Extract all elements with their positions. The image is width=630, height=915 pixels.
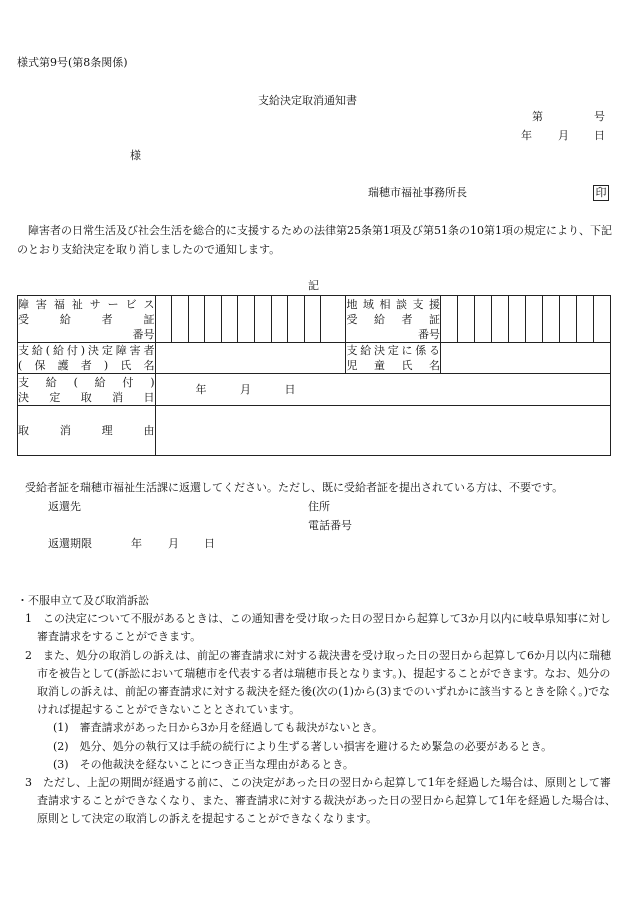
cancel-date-row bbox=[18, 374, 611, 406]
recipient-name-label: 支給(給付)決定障害者 (保護者)氏名 bbox=[18, 344, 155, 372]
consult-digit-box bbox=[491, 296, 508, 343]
certificate-digit-box bbox=[172, 296, 189, 343]
consult-digit-box bbox=[508, 296, 525, 343]
note-item-1: 1 この決定について不服があるときは、この通知書を受け取った日の翌日から起算して3か月以内に岐阜県知事に対し審査請求をすることができます。 bbox=[25, 612, 611, 644]
appeal-notes bbox=[17, 592, 617, 829]
issuer-name: 瑞穂市福祉事務所長 bbox=[368, 186, 467, 199]
consult-certificate-label: 地域相談支援 受給者証 番号 bbox=[346, 297, 440, 341]
deadline-month: 月 bbox=[168, 537, 179, 550]
reason-row bbox=[18, 406, 611, 456]
consult-digit-box bbox=[559, 296, 576, 343]
number-prefix: 第 bbox=[532, 110, 543, 123]
certificate-digit-box bbox=[288, 296, 305, 343]
return-instruction: 受給者証を瑞穂市福祉生活課に返還してください。ただし、既に受給者証を提出されている方は、不要です。 bbox=[25, 481, 564, 494]
certificate-digit-box bbox=[304, 296, 321, 343]
form-number: 様式第9号(第8条関係) bbox=[17, 56, 128, 69]
certificate-digit-box bbox=[205, 296, 222, 343]
number-suffix: 号 bbox=[594, 110, 605, 123]
name-row bbox=[18, 343, 611, 374]
gap-cell bbox=[321, 296, 346, 343]
addressee-suffix: 様 bbox=[130, 149, 141, 162]
date-day: 日 bbox=[594, 129, 605, 142]
note-subitem-2: (2) 処分、処分の執行又は手続の続行により生ずる著しい損害を避けるため緊急の必要があるとき。 bbox=[53, 739, 553, 753]
certificate-digit-box bbox=[254, 296, 271, 343]
cancel-reason-field bbox=[155, 406, 610, 456]
certificate-digit-box bbox=[271, 296, 288, 343]
return-destination-label: 返還先 bbox=[48, 500, 81, 513]
cancel-date-field: 年 月 日 bbox=[155, 374, 610, 406]
note-subitem-1: (1) 審査請求があった日から3か月を経過しても裁決がないとき。 bbox=[53, 721, 384, 735]
certificate-digit-box bbox=[238, 296, 255, 343]
child-name-field bbox=[440, 343, 610, 374]
return-deadline-label: 返還期限 bbox=[48, 537, 92, 550]
certificate-number-row bbox=[18, 296, 611, 343]
consult-digit-box bbox=[474, 296, 491, 343]
address-label: 住所 bbox=[308, 500, 330, 513]
ki-heading: 記 bbox=[308, 279, 319, 292]
child-name-label: 支給決定に係る 児童氏名 bbox=[346, 344, 440, 372]
note-item-3: 3 ただし、上記の期間が経過する前に、この決定があった日の翌日から起算して1年を経過した場合は、原則として審査請求することができなくなり、また、審査請求に対する裁決があった日の翌日から起算して1年を経過した場合は、原則として決定の取消しの訴えを提起することができなくなります。 bbox=[25, 776, 616, 826]
cancel-reason-label: 取消理由 bbox=[18, 406, 156, 456]
phone-label: 電話番号 bbox=[308, 519, 352, 532]
consult-digit-box bbox=[542, 296, 559, 343]
recipient-name-field bbox=[155, 343, 346, 374]
certificate-digit-box bbox=[188, 296, 205, 343]
deadline-year: 年 bbox=[131, 537, 142, 550]
intro-paragraph: 障害者の日常生活及び社会生活を総合的に支援するための法律第25条第1項及び第51条の10第1項の規定により、下記のとおり支給決定を取り消しましたので通知します。 bbox=[17, 224, 612, 256]
document-title: 支給決定取消通知書 bbox=[258, 94, 357, 107]
notes-heading: ・不服申立て及び取消訴訟 bbox=[17, 594, 149, 607]
certificate-digit-box bbox=[221, 296, 238, 343]
consult-digit-box bbox=[440, 296, 457, 343]
consult-digit-box bbox=[525, 296, 542, 343]
certificate-table bbox=[17, 295, 611, 456]
certificate-digit-box bbox=[155, 296, 172, 343]
seal-mark: 印 bbox=[593, 185, 609, 201]
note-item-2: 2 また、処分の取消しの訴えは、前記の審査請求に対する裁決書を受け取った日の翌日から起算して6か月以内に瑞穂市を被告として(訴訟において瑞穂市を代表する者は瑞穂市長となります。)、提起することができます。なお、処分の取消しの訴えは、前記の審査請求に対する裁決を経た後(次の(1)から(3)までのいずれかに該当するときを除く。)でなければ提起することができないこととされています。 bbox=[25, 648, 611, 717]
deadline-day: 日 bbox=[204, 537, 215, 550]
consult-digit-box bbox=[593, 296, 610, 343]
date-month: 月 bbox=[558, 129, 569, 142]
consult-digit-box bbox=[576, 296, 593, 343]
date-year: 年 bbox=[521, 129, 532, 142]
certificate-number-label: 障害福祉サービス 受給者証 番号 bbox=[18, 297, 155, 341]
cancel-date-label: 支給(給付) 決定取消日 bbox=[18, 375, 155, 404]
note-subitem-3: (3) その他裁決を経ないことにつき正当な理由があるとき。 bbox=[53, 757, 354, 771]
consult-digit-box bbox=[457, 296, 474, 343]
